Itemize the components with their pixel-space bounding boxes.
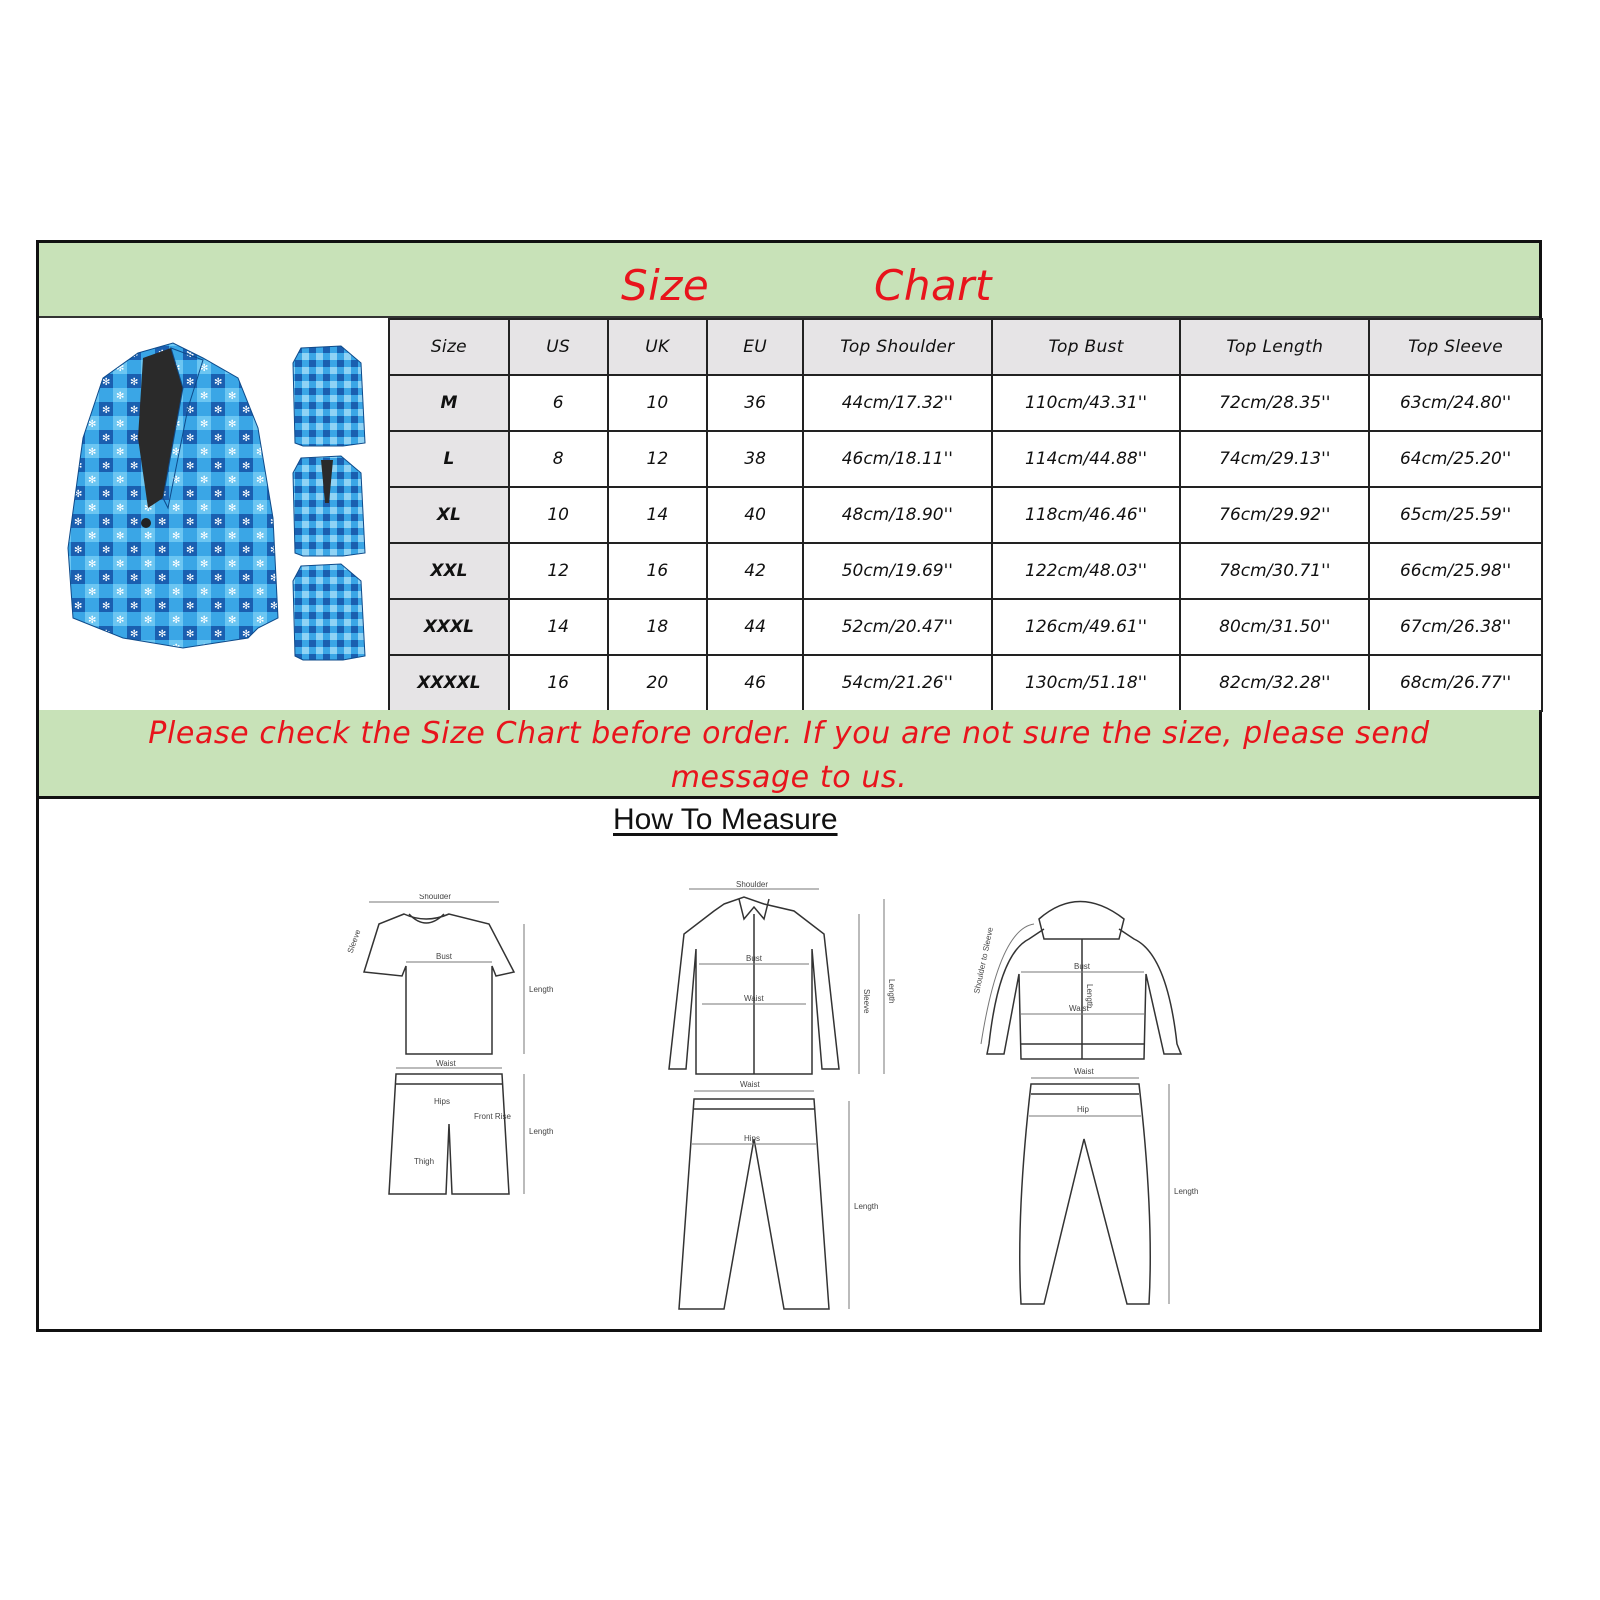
- cell-top-shoulder: 48cm/18.90'': [803, 487, 992, 543]
- table-row: [389, 487, 1542, 543]
- notice-text: Please check the Size Chart before order. If you are not sure the size, please send message to us.: [148, 716, 1430, 795]
- cell-eu: 38: [707, 431, 803, 487]
- svg-text:Shoulder: Shoulder: [736, 880, 769, 889]
- cell-eu: 42: [707, 543, 803, 599]
- svg-text:Length: Length: [887, 979, 896, 1004]
- table-row: [389, 543, 1542, 599]
- svg-text:Length: Length: [854, 1202, 879, 1211]
- cell-top-bust: 126cm/49.61'': [992, 599, 1181, 655]
- cell-eu: 46: [707, 655, 803, 711]
- cell-size: XXXL: [389, 599, 509, 655]
- label-shoulder: Shoulder: [419, 894, 452, 901]
- svg-text:Sleeve: Sleeve: [345, 928, 363, 955]
- svg-text:Bust: Bust: [436, 952, 453, 961]
- cell-uk: 14: [608, 487, 708, 543]
- cell-eu: 36: [707, 375, 803, 431]
- notice-band: [39, 710, 1539, 799]
- cell-size: M: [389, 375, 509, 431]
- cell-top-shoulder: 50cm/19.69'': [803, 543, 992, 599]
- cell-top-length: 72cm/28.35'': [1180, 375, 1369, 431]
- svg-text:Hip: Hip: [1077, 1105, 1090, 1114]
- svg-text:Shoulder to Sleeve: Shoulder to Sleeve: [972, 926, 996, 995]
- svg-text:Thigh: Thigh: [414, 1157, 435, 1166]
- cell-eu: 40: [707, 487, 803, 543]
- cell-top-bust: 118cm/46.46'': [992, 487, 1181, 543]
- cell-top-sleeve: 64cm/25.20'': [1369, 431, 1542, 487]
- svg-text:Bust: Bust: [1074, 962, 1091, 971]
- cell-top-sleeve: 68cm/26.77'': [1369, 655, 1542, 711]
- cell-top-shoulder: 52cm/20.47'': [803, 599, 992, 655]
- col-header-eu: EU: [707, 319, 803, 375]
- chart-body: [39, 318, 1539, 710]
- tshirt-shorts-diagram: [324, 894, 614, 1214]
- cell-size: L: [389, 431, 509, 487]
- cell-top-bust: 110cm/43.31'': [992, 375, 1181, 431]
- col-header-top-shoulder: Top Shoulder: [803, 319, 992, 375]
- title-band: [39, 243, 1539, 318]
- table-row: [389, 375, 1542, 431]
- cell-top-bust: 114cm/44.88'': [992, 431, 1181, 487]
- title-chart: Chart: [874, 261, 992, 310]
- col-header-size: Size: [389, 319, 509, 375]
- shirt-pants-diagram: [644, 879, 914, 1319]
- cell-us: 6: [509, 375, 608, 431]
- col-header-top-bust: Top Bust: [992, 319, 1181, 375]
- table-row: [389, 431, 1542, 487]
- cell-top-sleeve: 66cm/25.98'': [1369, 543, 1542, 599]
- cell-top-length: 74cm/29.13'': [1180, 431, 1369, 487]
- table-row: [389, 599, 1542, 655]
- how-to-measure-section: [39, 799, 1539, 1329]
- svg-text:Length: Length: [1174, 1187, 1199, 1196]
- cell-top-length: 82cm/32.28'': [1180, 655, 1369, 711]
- svg-text:Waist: Waist: [740, 1080, 760, 1089]
- table-header-row: [389, 319, 1542, 375]
- cell-top-length: 76cm/29.92'': [1180, 487, 1369, 543]
- cell-top-shoulder: 54cm/21.26'': [803, 655, 992, 711]
- svg-text:Waist: Waist: [1069, 1004, 1089, 1013]
- svg-text:Waist: Waist: [744, 994, 764, 1003]
- tshirt-diagram-icon: [324, 894, 614, 1214]
- cell-uk: 16: [608, 543, 708, 599]
- cell-us: 8: [509, 431, 608, 487]
- cell-size: XL: [389, 487, 509, 543]
- col-header-top-sleeve: Top Sleeve: [1369, 319, 1542, 375]
- svg-text:Hips: Hips: [744, 1134, 761, 1143]
- cell-us: 14: [509, 599, 608, 655]
- col-header-uk: UK: [608, 319, 708, 375]
- cell-top-shoulder: 44cm/17.32'': [803, 375, 992, 431]
- svg-text:Front Rise: Front Rise: [474, 1112, 511, 1121]
- svg-text:Length: Length: [1085, 984, 1094, 1009]
- cell-uk: 10: [608, 375, 708, 431]
- cell-top-sleeve: 67cm/26.38'': [1369, 599, 1542, 655]
- cell-uk: 18: [608, 599, 708, 655]
- shirt-diagram-icon: [644, 879, 914, 1319]
- svg-text:Sleeve: Sleeve: [862, 989, 871, 1014]
- title-size: Size: [621, 261, 710, 310]
- cell-size: XXXXL: [389, 655, 509, 711]
- cell-top-sleeve: 65cm/25.59'': [1369, 487, 1542, 543]
- svg-text:Length: Length: [529, 985, 554, 994]
- svg-text:Hips: Hips: [434, 1097, 451, 1106]
- svg-text:Bust: Bust: [746, 954, 763, 963]
- col-header-top-length: Top Length: [1180, 319, 1369, 375]
- cell-us: 12: [509, 543, 608, 599]
- svg-text:Waist: Waist: [1074, 1067, 1094, 1076]
- hoodie-diagram-icon: [959, 884, 1219, 1324]
- cell-top-shoulder: 46cm/18.11'': [803, 431, 992, 487]
- cell-uk: 20: [608, 655, 708, 711]
- cell-top-length: 78cm/30.71'': [1180, 543, 1369, 599]
- hoodie-joggers-diagram: [959, 884, 1219, 1324]
- size-chart-frame: [36, 240, 1542, 1332]
- cell-size: XXL: [389, 543, 509, 599]
- cell-uk: 12: [608, 431, 708, 487]
- product-photo: [43, 318, 388, 710]
- svg-text:Length: Length: [529, 1127, 554, 1136]
- cell-top-length: 80cm/31.50'': [1180, 599, 1369, 655]
- cell-top-sleeve: 63cm/24.80'': [1369, 375, 1542, 431]
- cell-top-bust: 130cm/51.18'': [992, 655, 1181, 711]
- col-header-us: US: [509, 319, 608, 375]
- cell-top-bust: 122cm/48.03'': [992, 543, 1181, 599]
- table-row: [389, 655, 1542, 711]
- blazer-image-icon: [43, 318, 388, 710]
- size-table: [388, 318, 1543, 712]
- cell-us: 16: [509, 655, 608, 711]
- cell-us: 10: [509, 487, 608, 543]
- cell-eu: 44: [707, 599, 803, 655]
- how-to-measure-title: How To Measure: [613, 803, 838, 836]
- svg-text:Waist: Waist: [436, 1059, 456, 1068]
